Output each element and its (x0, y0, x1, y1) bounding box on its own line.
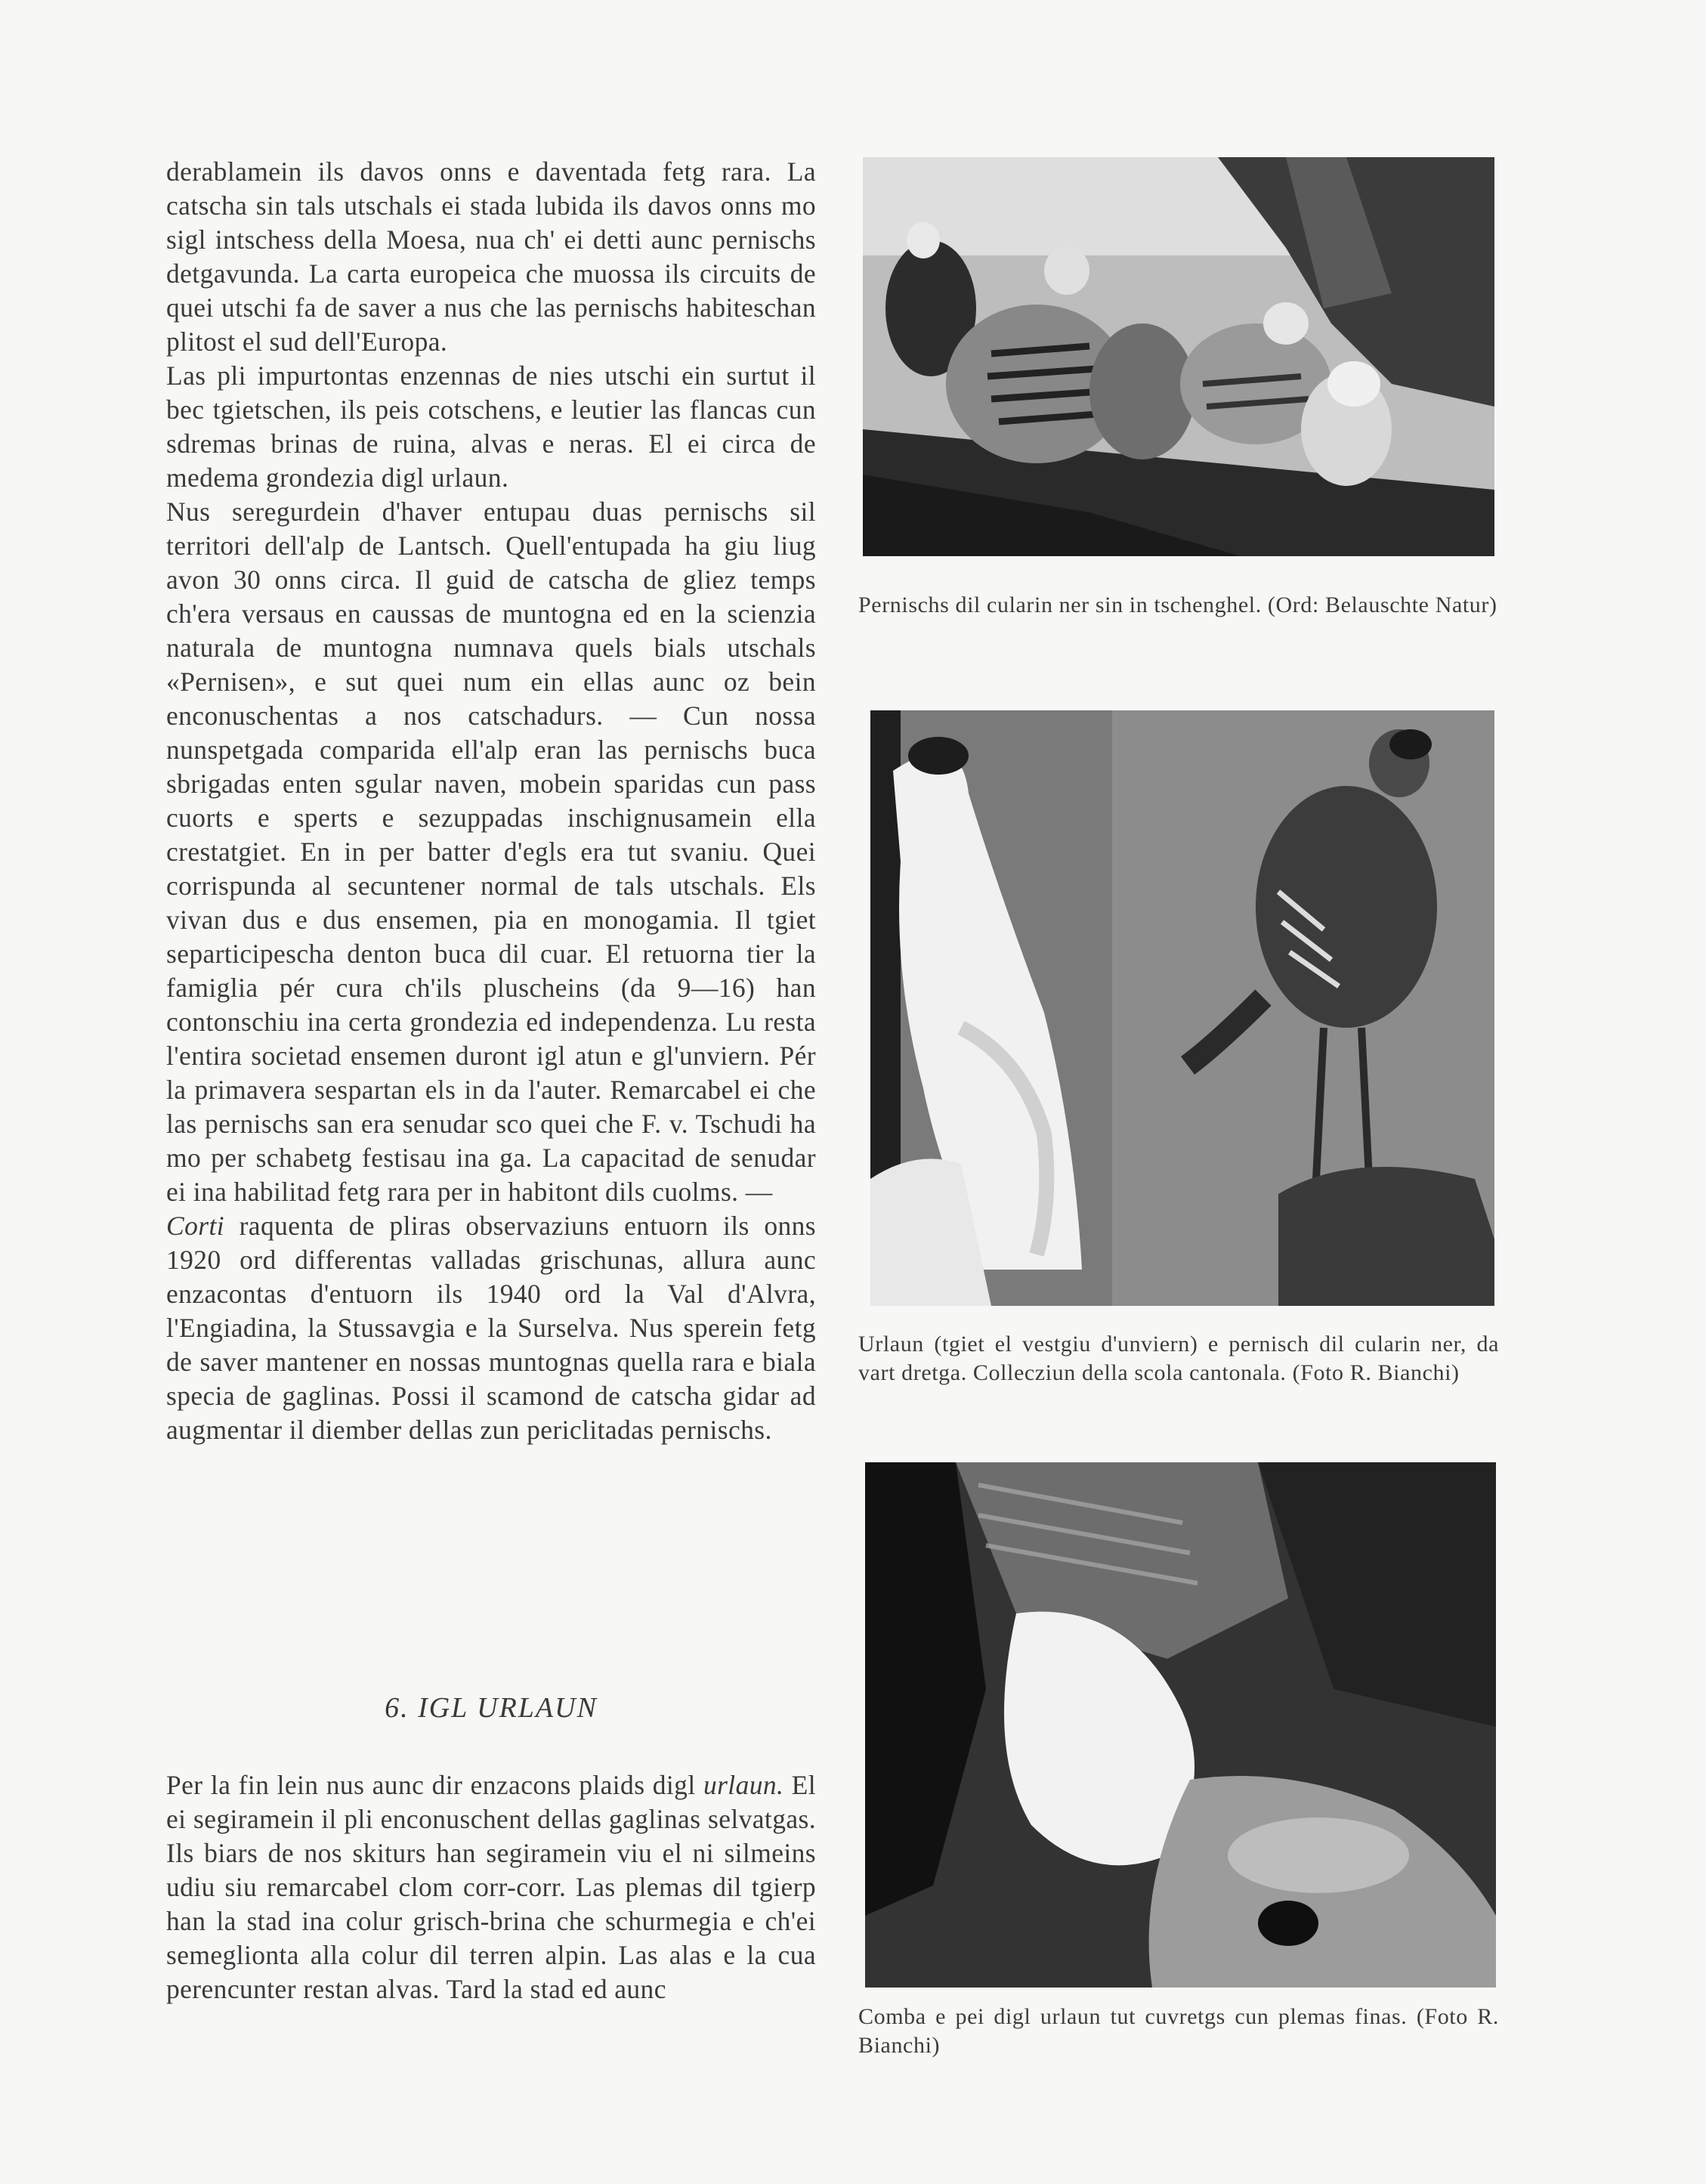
section-heading: 6. IGL URLAUN (385, 1692, 598, 1724)
legs-illustration (865, 1462, 1496, 1988)
section-text-column (166, 1768, 816, 2006)
caption-photo-3: Comba e pei digl urlaun tut cuvretgs cun plemas finas. (Foto R. Bianchi) (858, 2004, 1499, 2058)
paragraph-5-start: Per la fin lein nus aunc dir enzacons plaids digl (166, 1770, 703, 1800)
ptarmigan-illustration (870, 710, 1494, 1306)
paragraph-5 (166, 1768, 816, 2006)
caption-photo-2: Urlaun (tgiet el vestgiu d'unviern) e pernisch dil cularin ner, da vart dretga. Collecziun della scola cantonala. (Foto R. Bianchi) (858, 1332, 1499, 1385)
paragraph-3: Nus seregurdein d'haver entupau duas pernischs sil territori dell'alp de Lantsch. Quell'entupada ha giu liug avon 30 onns circa. Il guid de catscha de gliez temps ch'era versaus en caussas de muntogna ed en la scienzia naturala de muntogna numnava quels bials utschals «Pernisen», e sut quei num ein ellas aunc oz bein enconuschentas a nos catschadurs. — Cun nossa nunspetgada comparida ell'alp eran las pernischs buca sbrigadas enten sgular naven, mobein sparidas cun pass cuorts e sperts e sezuppadas inschignusamein ella crestatgiet. En in per batter d'egls era tut svaniu. Quei corrispunda al secuntener normal de tals utschals. Els vivan dus e dus ensemen, pia en monogamia. Il tgiet separticipescha denton buca dil cuar. El retuorna tier la famiglia pér cura ch'ils pluscheins (da 9—16) han contonschiu ina certa grondezia ed independenza. Lu resta l'entira societad ensemen duront igl atun e gl'unviern. Pér la primavera sespartan els in da l'auter. Remarcabel ei che las pernischs san era senudar sco quei che F. v. Tschudi ha mo per schabetg festisau ina ga. La capacitad de senudar ei ina habilitad fetg rara per in habitont dils cuolms. — (166, 497, 816, 1207)
main-text-column (166, 155, 816, 1447)
photo-partridges-group (863, 157, 1494, 556)
author-name: Corti (166, 1211, 224, 1241)
urlaun-term: urlaun. (703, 1770, 784, 1800)
paragraph-5-rest: El ei segiramein il pli enconuschent dellas gaglinas selvatgas. Ils biars de nos skiturs han segiramein viu el ni silmeins udiu siu remarcabel clom corr-corr. Las plemas dil tgierp han la stad ina colur grisch-brina che schurmegia e ch'ei semeglionta alla colur dil terren alpin. Las alas e la cua perencunter restan alvas. Tard la stad ed aunc (166, 1770, 816, 2004)
paragraph-1: derablamein ils davos onns e daventada fetg rara. La catscha sin tals utschals ei stada lubida ils davos onns mo sigl intschess della Moesa, nua ch' ei detti aunc pernischs detgavunda. La carta europeica che muossa ils circuits de quei utschi fa de saver a nus che las pernischs habiteschan plitost el sud dell'Europa. (166, 156, 816, 357)
paragraph-2: Las pli impurtontas enzennas de nies utschi ein surtut il bec tgietschen, ils peis cotschens, e leutier las flancas cun sdremas brinas de ruina, alvas e neras. El ei circa de medema grondezia digl urlaun. (166, 360, 816, 493)
photo-ptarmigan-partridge (870, 710, 1494, 1306)
caption-photo-1: Pernischs dil cularin ner sin in tschenghel. (Ord: Belauschte Natur) (858, 592, 1497, 617)
photo-ptarmigan-legs (865, 1462, 1496, 1988)
paragraph-4 (166, 1209, 816, 1447)
paragraph-4-text: raquenta de pliras observaziuns entuorn ils onns 1920 ord differentas valladas grischunas, allura aunc enzacontas d'entuorn ils 1940 ord la Val d'Alvra, l'Engiadina, la Stussavgia e la Surselva. Nus sperein fetg de saver mantener en nossas muntognas quella rara e biala specia de gaglinas. Possi il scamond de catscha gidar ad augmentar il diember dellas zun periclitadas pernischs. (166, 1211, 816, 1445)
partridges-illustration (863, 157, 1494, 556)
